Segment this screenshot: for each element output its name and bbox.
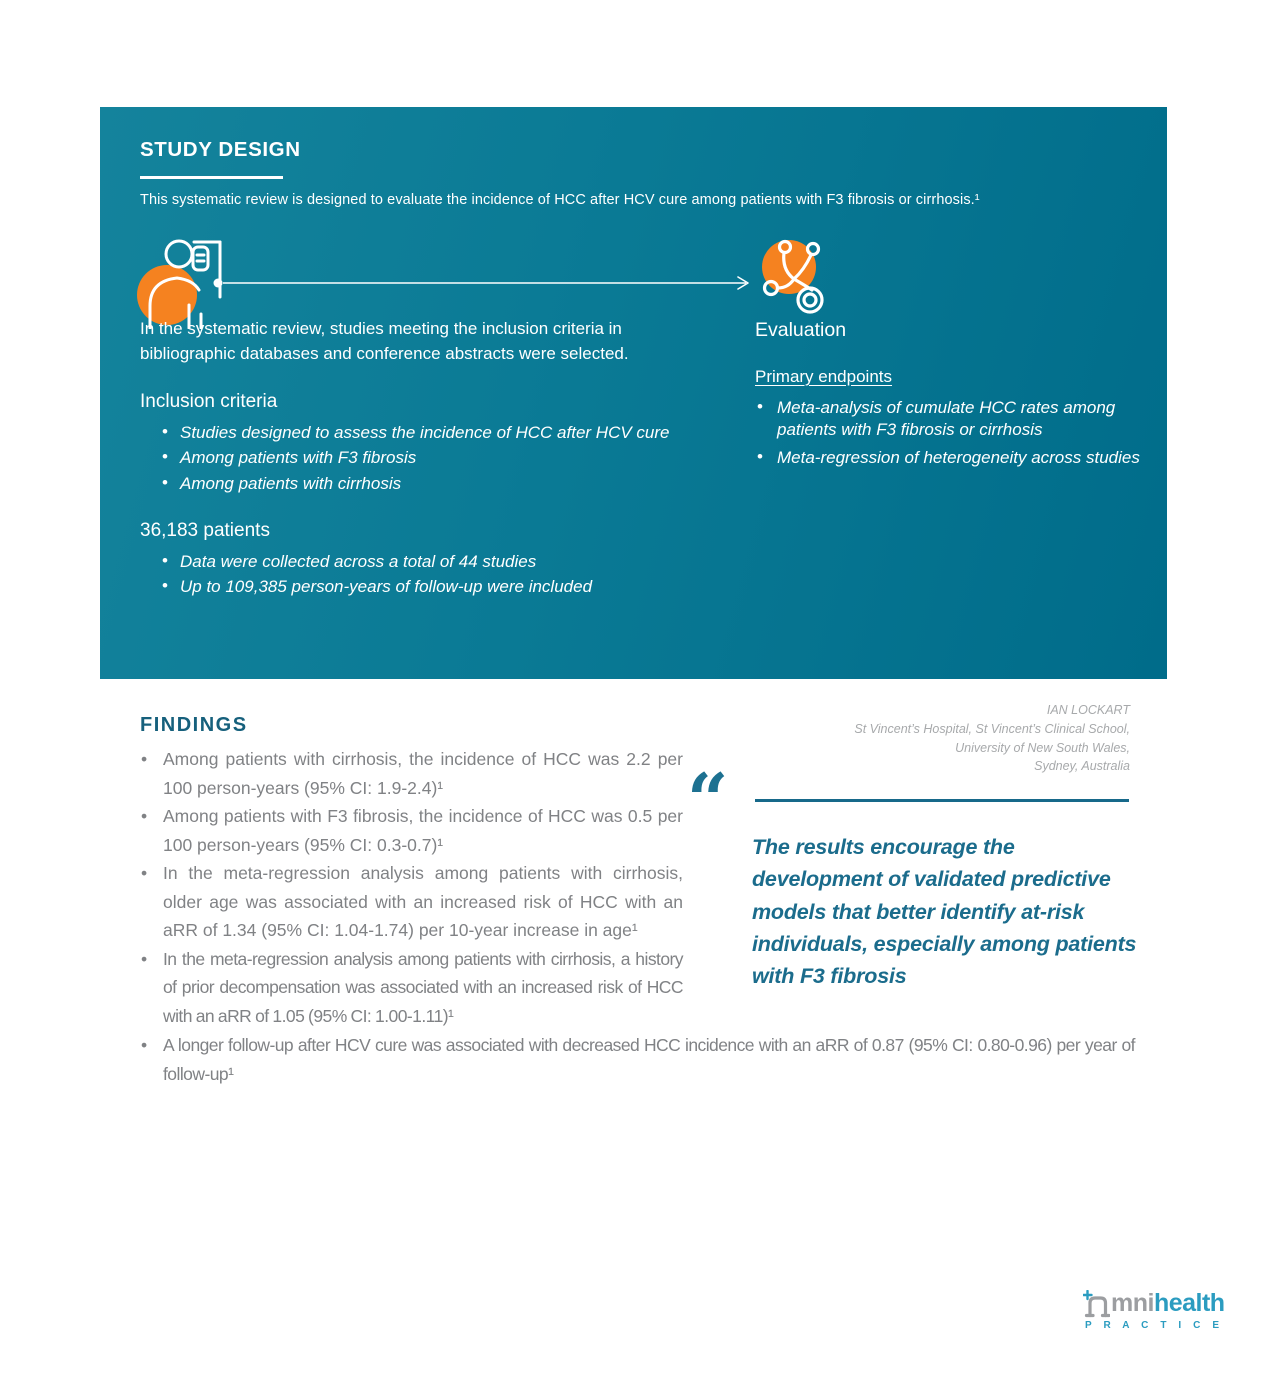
omnihealth-logo <box>1083 1289 1233 1331</box>
evaluation-heading: Evaluation <box>755 319 847 341</box>
attribution-name: IAN LOCKART <box>1046 703 1130 717</box>
patient-with-iv-icon <box>136 235 224 329</box>
list-item: • Meta-regression of heterogeneity across studies <box>755 447 1149 469</box>
finding-item: • A longer follow-up after HCV cure was associated with decreased HCC incidence with an aRR of 0.87 (95% CI: 0.80-0.96) per year of follow-up¹ <box>140 1031 1135 1088</box>
findings-title: FINDINGS <box>140 714 248 736</box>
title-underline <box>140 176 283 179</box>
primary-endpoints-subheading: Primary endpoints <box>755 367 893 386</box>
study-design-right-column <box>755 319 1149 475</box>
primary-endpoints-list <box>755 397 1149 469</box>
list-item: • Among patients with F3 fibrosis <box>140 446 690 469</box>
findings-last-item-list <box>140 1031 1135 1088</box>
inclusion-criteria-list <box>140 421 690 494</box>
pull-quote: The results encourage the development of validated predictive models that better identify at-risk individuals, especially among patients with F3 fibrosis <box>752 835 1137 988</box>
list-item: • Among patients with cirrhosis <box>140 472 690 495</box>
stethoscope-icon <box>760 238 832 318</box>
omega-plus-icon <box>1083 1290 1110 1318</box>
study-design-title: STUDY DESIGN <box>140 138 301 161</box>
patients-detail-list <box>140 550 690 598</box>
list-item: • Studies designed to assess the incidence of HCC after HCV cure <box>140 421 690 444</box>
quote-attribution <box>720 701 1130 776</box>
quotation-mark-icon: “ <box>687 757 729 842</box>
logo-text-practice: P R A C T I C E <box>1085 1320 1224 1331</box>
systematic-review-paragraph: In the systematic review, studies meeting the inclusion criteria in bibliographic databases and conference abstracts were selected. <box>140 319 629 363</box>
finding-item: • In the meta-regression analysis among patients with cirrhosis, older age was associated with an increased risk of HCC with an aRR of 1.34 (95% CI: 1.04-1.74) per 10-year increase in age¹ <box>140 859 683 945</box>
study-design-left-column <box>140 317 690 600</box>
right-arrow-icon <box>212 273 758 293</box>
findings-list <box>140 745 683 1030</box>
list-item: • Up to 109,385 person-years of follow-up were included <box>140 575 690 598</box>
inclusion-criteria-heading: Inclusion criteria <box>140 391 278 413</box>
attribution-location: Sydney, Australia <box>1034 759 1130 774</box>
finding-item: • Among patients with F3 fibrosis, the incidence of HCC was 0.5 per 100 person-years (95% CI: 0.3-0.7)¹ <box>140 802 683 859</box>
logo-text-omni: mni <box>1111 1289 1154 1317</box>
study-design-intro: This systematic review is designed to evaluate the incidence of HCC after HCV cure among patients with F3 fibrosis or cirrhosis.¹ <box>140 192 980 208</box>
list-item: • Data were collected across a total of 44 studies <box>140 550 690 573</box>
logo-wordmark <box>1083 1289 1233 1318</box>
quote-divider-line <box>755 799 1129 802</box>
finding-item: • Among patients with cirrhosis, the incidence of HCC was 2.2 per 100 person-years (95% CI: 1.9-2.4)¹ <box>140 745 683 802</box>
list-item: • Meta-analysis of cumulate HCC rates among patients with F3 fibrosis or cirrhosis <box>755 397 1149 441</box>
logo-text-health: health <box>1153 1289 1225 1317</box>
finding-item: • In the meta-regression analysis among patients with cirrhosis, a history of prior decompensation was associated with an increased risk of HCC with an aRR of 1.05 (95% CI: 1.00-1.11)¹ <box>140 945 683 1031</box>
study-design-panel <box>100 107 1167 679</box>
patients-count-heading: 36,183 patients <box>140 519 270 541</box>
attribution-university: University of New South Wales, <box>955 740 1130 755</box>
attribution-affiliation: St Vincent’s Hospital, St Vincent’s Clinical School, <box>854 721 1130 736</box>
